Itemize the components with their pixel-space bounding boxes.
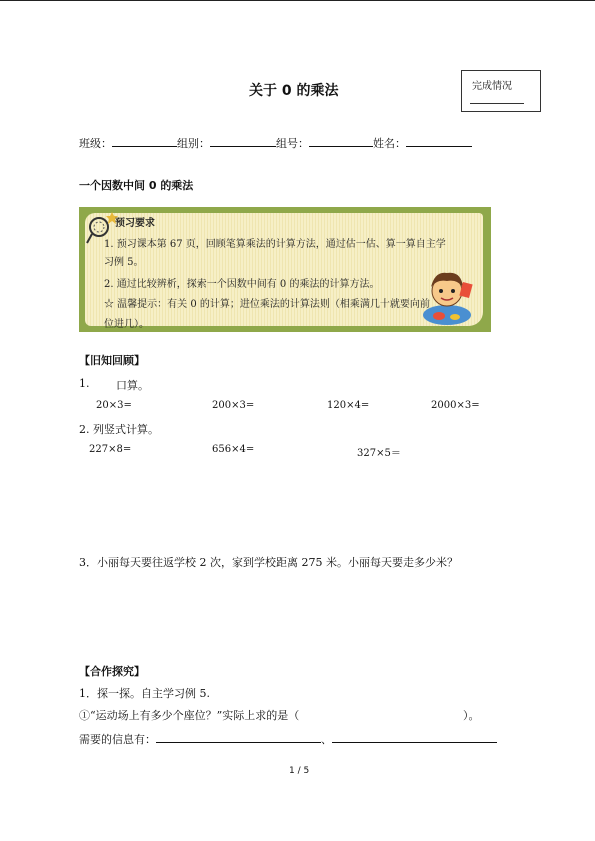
name-label: 姓名： [373, 137, 406, 150]
preview-line-5: 位进几）。 [104, 319, 149, 330]
info-separator: 、 [321, 733, 332, 746]
preview-line-3: 2. 通过比较辨析，探索一个因数中间有 0 的乘法的计算方法。 [104, 279, 380, 290]
name-blank[interactable] [406, 134, 472, 147]
student-info-row [79, 134, 472, 151]
preview-line-1: 1. 预习课本第 67 页，回顾笔算乘法的计算方法，通过估一估、算一算自主学 [104, 239, 446, 250]
cartoon-boy-icon [417, 265, 477, 327]
preview-line-4: ☆ 温馨提示：有关 0 的计算；进位乘法的计算法则（相乘满几十就要向前 [104, 299, 430, 310]
explore-item-1: 1．探一探。自主学习例 5. [79, 687, 210, 700]
class-label: 班级： [79, 137, 112, 150]
info-blank-2[interactable] [332, 730, 497, 743]
group-no-label: 组号： [276, 137, 309, 150]
vertical-calc-3: 327×5＝ [357, 448, 401, 459]
review-q3: 3．小丽每天要往返学校 2 次，家到学校距离 275 米。小丽每天要走多少米？ [79, 556, 458, 569]
group-label: 组别： [177, 137, 210, 150]
explore-heading: 【合作探究】 [79, 665, 145, 678]
info-label: 需要的信息有： [79, 733, 156, 746]
explore-question-suffix: ）。 [463, 709, 480, 722]
explore-question-prefix: ①“运动场上有多少个座位？”实际上求的是（ [79, 709, 300, 722]
top-border-line [0, 0, 595, 1]
review-heading: 【旧知回顾】 [79, 354, 145, 367]
vertical-calc-1: 227×8= [89, 444, 132, 455]
oral-item-1: 20×3= [96, 400, 132, 411]
preview-header: 预习要求 [115, 218, 155, 229]
preview-card [79, 207, 491, 332]
preview-line-2: 习例 5。 [104, 257, 144, 268]
review-q1-text: 口算。 [116, 379, 149, 392]
completion-blank[interactable] [470, 103, 524, 104]
info-blank-1[interactable] [156, 730, 321, 743]
page-number: 1 / 5 [289, 766, 310, 776]
completion-label: 完成情况 [472, 81, 512, 92]
class-blank[interactable] [112, 134, 177, 147]
vertical-calc-2: 656×4= [212, 444, 255, 455]
review-q1-number: 1. [79, 377, 90, 390]
oral-item-2: 200×3= [212, 400, 255, 411]
group-blank[interactable] [210, 134, 276, 147]
info-row [79, 730, 497, 747]
oral-item-4: 2000×3= [431, 400, 480, 411]
group-no-blank[interactable] [309, 134, 373, 147]
oral-item-3: 120×4= [327, 400, 370, 411]
completion-box [461, 70, 541, 112]
page-title: 关于 0 的乘法 [249, 83, 339, 99]
section-heading: 一个因数中间 0 的乘法 [79, 179, 194, 192]
review-q2-label: 2. 列竖式计算。 [79, 423, 159, 436]
